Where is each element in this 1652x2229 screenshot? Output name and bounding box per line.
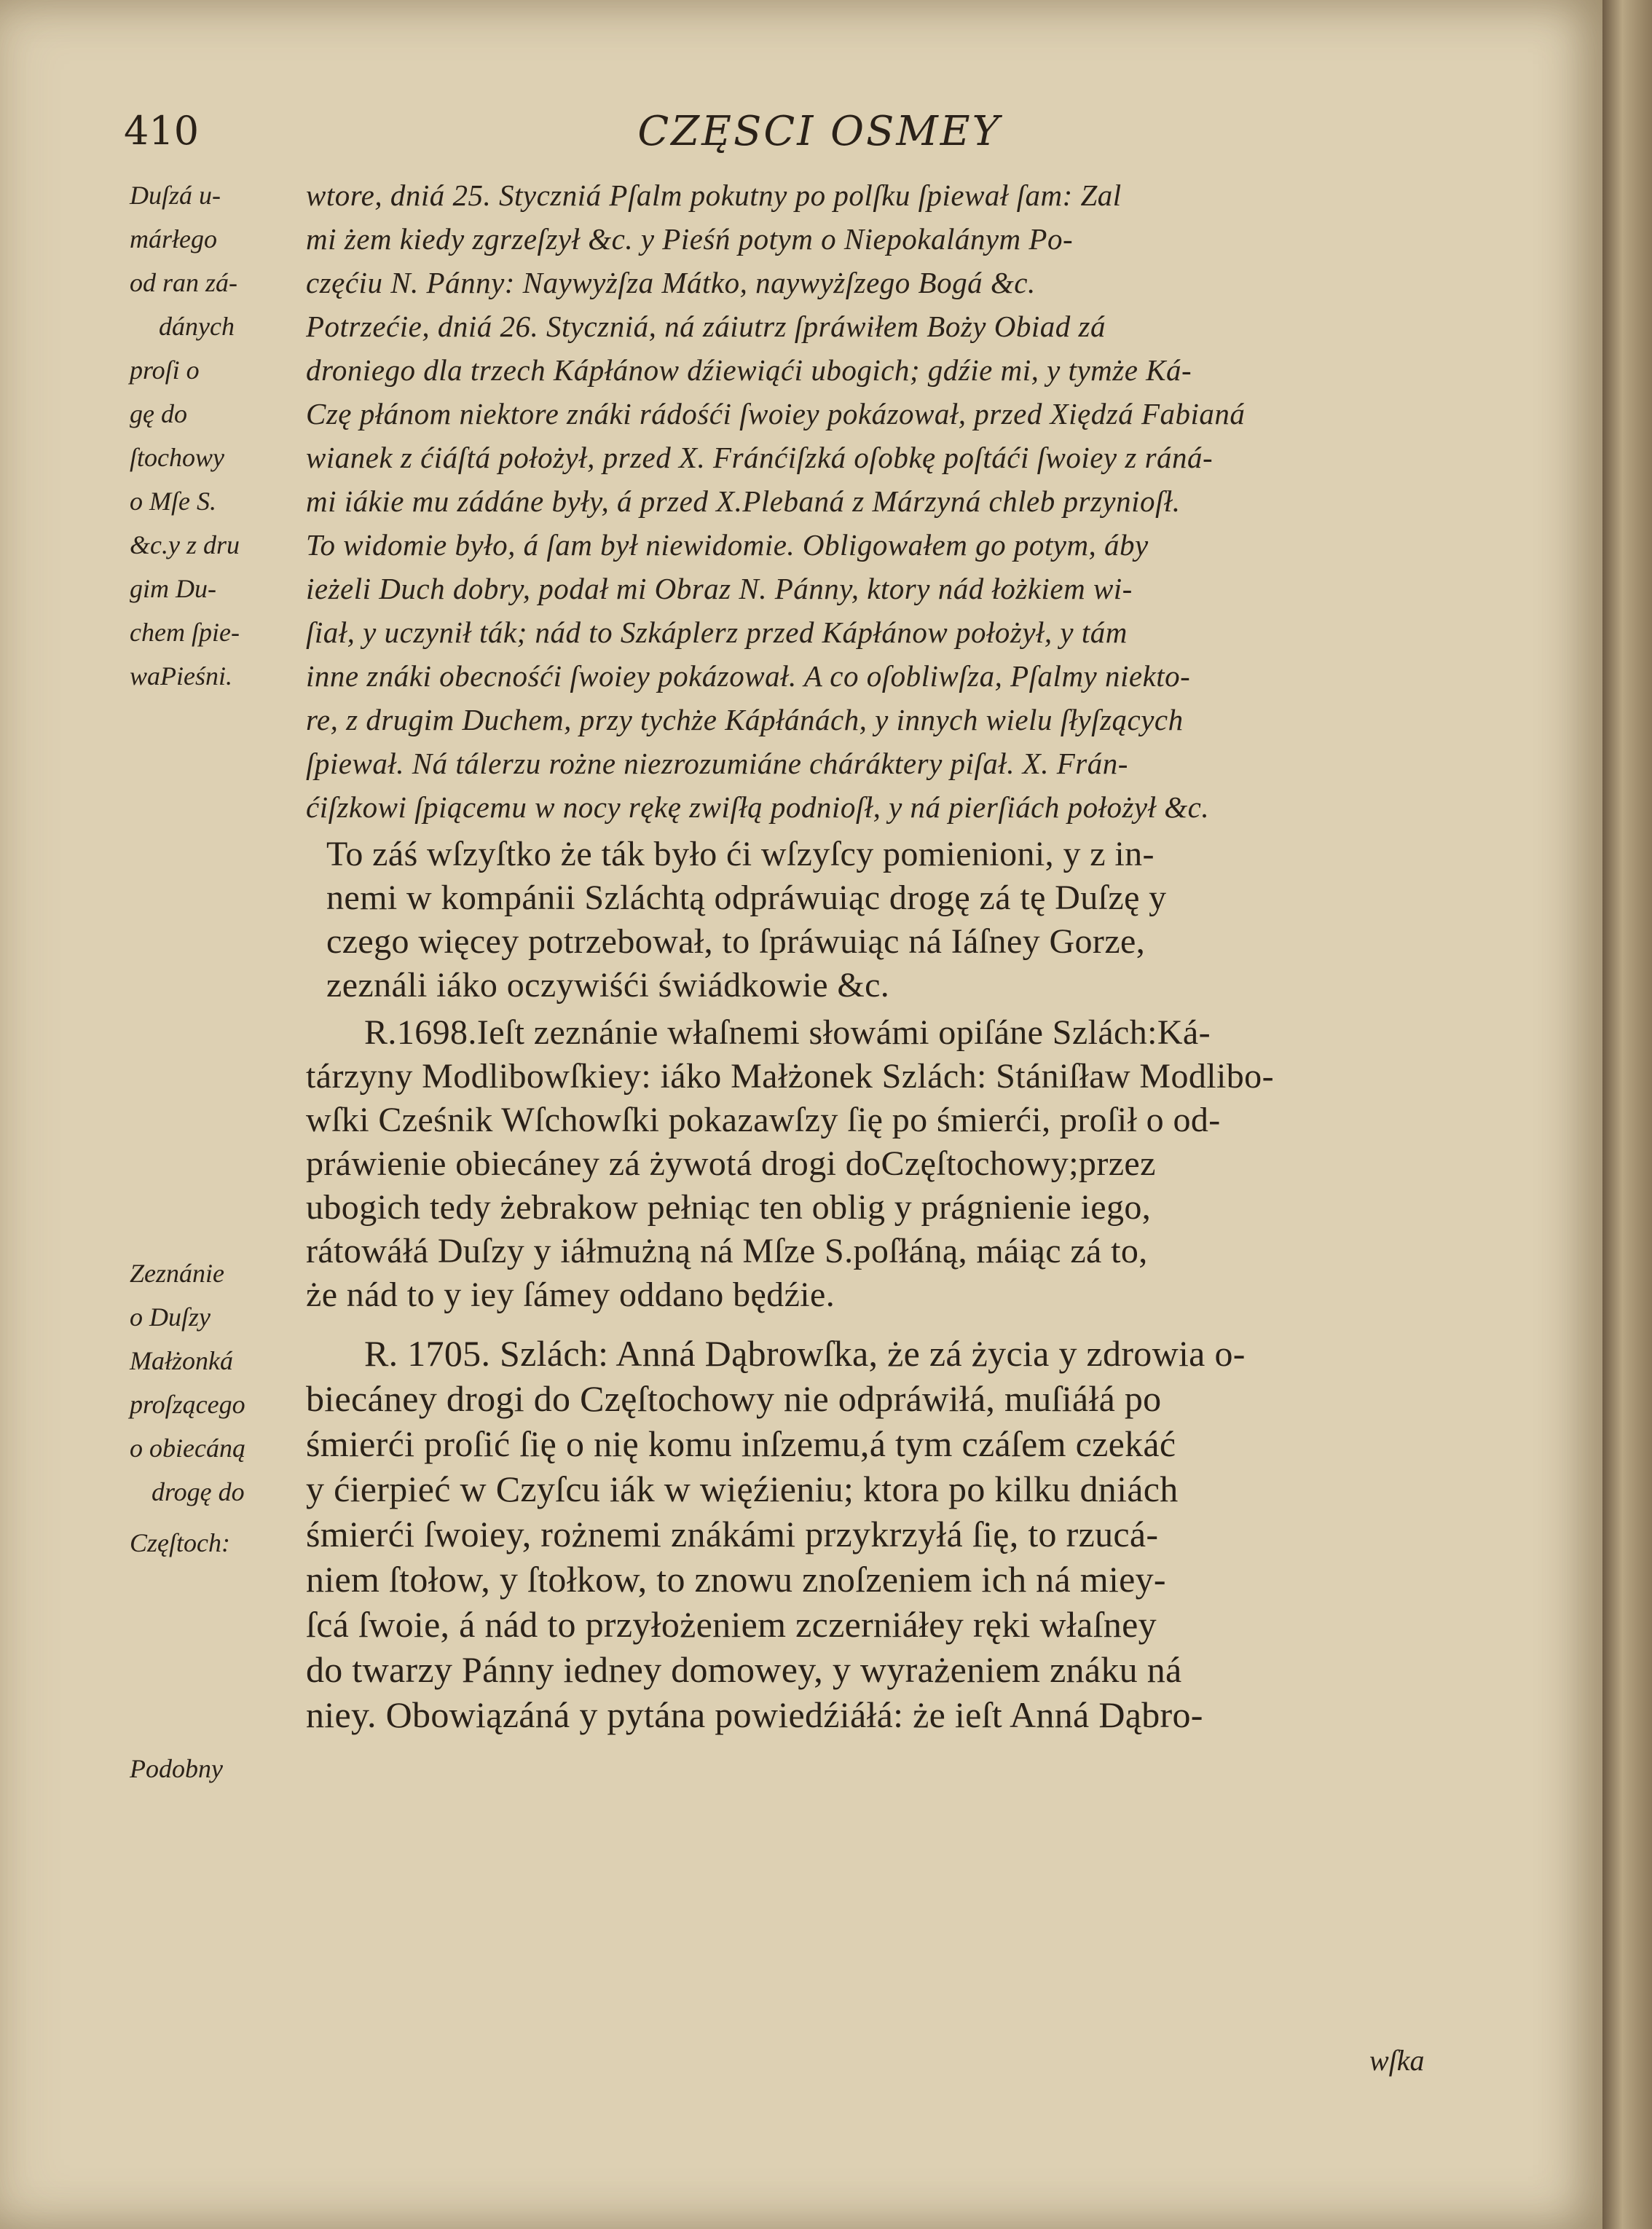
text-line: To záś wſzyſtko że ták było ći wſzyſcy pomienioni, y z in- bbox=[326, 835, 1155, 873]
margin-note: márłego bbox=[130, 224, 217, 253]
text-line: Czę płánom niektore znáki rádośći ſwoiey pokázował, przed Xiędzá Fabianá bbox=[306, 397, 1246, 431]
text-line: ſiał, y uczynił ták; nád to Szkáplerz przed Kápłánow położył, y tám bbox=[306, 616, 1128, 649]
margin-note: drogę do bbox=[152, 1477, 245, 1506]
text-line: że nád to y iey ſámey oddano będźie. bbox=[306, 1275, 835, 1314]
text-line: droniego dla trzech Kápłánow dźiewiąći ubogich; gdźie mi, y tymże Ká- bbox=[306, 353, 1192, 387]
text-line: niey. Obowiązáná y pytána powiedźiáłá: że ieſt Anná Dąbro- bbox=[306, 1694, 1203, 1735]
text-line: wtore, dniá 25. Styczniá Pſalm pokutny po polſku ſpiewał ſam: Zal bbox=[306, 178, 1122, 212]
margin-note: chem ſpie- bbox=[130, 618, 240, 647]
margin-note: gę do bbox=[130, 399, 187, 428]
text-line: mi żem kiedy zgrzeſzył &c. y Pieśń potym o Niepokalánym Po- bbox=[306, 222, 1074, 256]
text-line: niem ſtołow, y ſtołkow, to znowu znoſzeniem ich ná miey- bbox=[306, 1559, 1166, 1600]
text-line: inne znáki obecnośći ſwoiey pokázował. A co oſobliwſza, Pſalmy niekto- bbox=[306, 659, 1191, 693]
text-line: práwienie obiecáney zá żywotá drogi doCzęſtochowy;przez bbox=[306, 1144, 1156, 1183]
text-line: czego więcey potrzebował, to ſpráwuiąc ná Iáſney Gorze, bbox=[326, 922, 1146, 961]
margin-note: gim Du- bbox=[130, 574, 216, 603]
text-line: ubogich tedy żebrakow pełniąc ten oblig y prágnienie iego, bbox=[306, 1188, 1152, 1227]
margin-note: od ran zá- bbox=[130, 268, 238, 297]
margin-note: o Duſzy bbox=[130, 1302, 211, 1332]
text-line: zeználi iáko oczywiśći świádkowie &c. bbox=[326, 966, 890, 1005]
text-line: Potrzećie, dniá 26. Styczniá, ná záiutrz ſpráwiłem Boży Obiad zá bbox=[306, 310, 1106, 343]
text-line: y ćierpieć w Czyſcu iák w więźieniu; ktora po kilku dniách bbox=[306, 1469, 1179, 1509]
margin-note: proſi o bbox=[130, 355, 200, 385]
text-line: częćiu N. Pánny: Naywyżſza Mátko, naywyżſzego Bogá &c. bbox=[306, 266, 1036, 299]
margin-note: Duſzá u- bbox=[130, 181, 221, 210]
text-line: R. 1705. Szlách: Anná Dąbrowſka, że zá życia y zdrowia o- bbox=[364, 1333, 1246, 1374]
text-line: do twarzy Pánny iedney domowey, y wyrażeniem znáku ná bbox=[306, 1649, 1182, 1690]
margin-note: dánych bbox=[159, 312, 235, 341]
text-line: R.1698.Ieſt zeznánie właſnemi słowámi opiſáne Szlách:Ká- bbox=[364, 1013, 1211, 1052]
text-line: To widomie było, á ſam był niewidomie. Obligowałem go potym, áby bbox=[306, 528, 1149, 562]
text-line: re, z drugim Duchem, przy tychże Kápłánách, y innych wielu ſłyſzących bbox=[306, 703, 1184, 736]
text-line: wianek z ćiáſtá położył, przed X. Fránćiſzká oſobkę poſtáći ſwoiey z ráná- bbox=[306, 441, 1214, 474]
text-line: nemi w kompánii Szláchtą odpráwuiąc drogę zá tę Duſzę y bbox=[326, 878, 1167, 917]
margin-note: proſzącego bbox=[130, 1390, 245, 1419]
text-line: śmierći ſwoiey, rożnemi znákámi przykrzyłá ſię, to rzucá- bbox=[306, 1514, 1159, 1554]
margin-note: waPieśni. bbox=[130, 661, 232, 691]
book-spine bbox=[1602, 0, 1652, 2229]
text-line: wſki Cześnik Wſchowſki pokazawſzy ſię po śmierći, proſił o od- bbox=[306, 1101, 1221, 1139]
catchword: wſka bbox=[1369, 2044, 1425, 2077]
text-line: biecáney drogi do Częſtochowy nie odpráwiłá, muſiáłá po bbox=[306, 1378, 1162, 1419]
margin-note: &c.y z dru bbox=[130, 530, 240, 559]
margin-note: ſtochowy bbox=[130, 443, 224, 472]
text-line: rátowáłá Duſzy y iáłmużną ná Mſze S.poſłáną, máiąc zá to, bbox=[306, 1232, 1148, 1270]
margin-note: Małżonká bbox=[130, 1346, 233, 1375]
margin-note: o obiecáną bbox=[130, 1434, 245, 1463]
text-line: ieżeli Duch dobry, podał mi Obraz N. Pánny, ktory nád łożkiem wi- bbox=[306, 572, 1133, 605]
running-header bbox=[117, 108, 1522, 159]
text-line: tárzyny Modlibowſkiey: iáko Małżonek Szlách: Stániſław Modlibo- bbox=[306, 1057, 1274, 1096]
margin-note: Zeznánie bbox=[130, 1259, 224, 1288]
text-line: mi iákie mu zádáne były, á przed X.Plebaná z Márzyná chleb przynioſł. bbox=[306, 484, 1181, 518]
margin-note: Częſtoch: bbox=[130, 1528, 230, 1557]
page-number: 410 bbox=[124, 108, 200, 154]
text-line: ćiſzkowi ſpiącemu w nocy rękę zwiſłą podnioſł, y ná pierſiách położył &c. bbox=[306, 790, 1210, 824]
text-line: śmierći proſić ſię o nię komu inſzemu,á tym czáſem czekáć bbox=[306, 1423, 1176, 1464]
margin-note: Podobny bbox=[130, 1754, 223, 1783]
running-title: CZĘSCI OSMEY bbox=[637, 108, 1002, 155]
text-line: ſcá ſwoie, á nád to przyłożeniem zczerniáłey ręki właſney bbox=[306, 1604, 1157, 1645]
text-line: ſpiewał. Ná tálerzu rożne niezrozumiáne chárákterу piſał. X. Frán- bbox=[306, 747, 1128, 780]
margin-note: o Mſe S. bbox=[130, 487, 216, 516]
